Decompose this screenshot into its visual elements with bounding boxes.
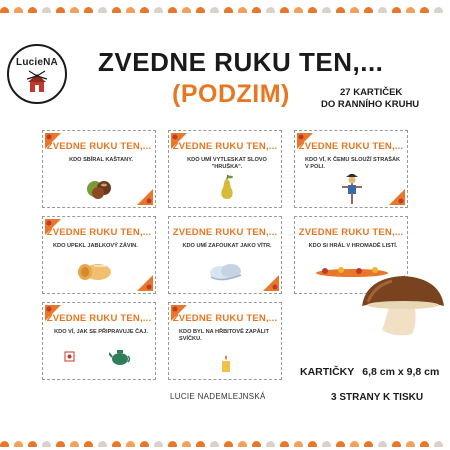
preview-card-chestnuts [42, 130, 156, 208]
border-dot [210, 441, 219, 447]
border-dot [364, 441, 373, 447]
card-title: ZVEDNE RUKU TEN,... [172, 313, 278, 324]
border-dot [126, 7, 135, 13]
card-question: KDO SBÍRAL KAŠTANY. [69, 157, 133, 163]
border-dot [14, 7, 23, 13]
card-title: ZVEDNE RUKU TEN,... [46, 227, 152, 238]
border-dot [224, 7, 233, 13]
card-size-label [300, 366, 439, 378]
border-dot [140, 441, 149, 447]
preview-card-tea [42, 302, 156, 380]
border-dot [336, 441, 345, 447]
bottom-dot-border [0, 437, 450, 447]
border-dot [98, 7, 107, 13]
border-dot [378, 441, 387, 447]
border-dot [56, 441, 65, 447]
card-question: KDO VÍ, JAK SE PŘIPRAVUJE ČAJ. [54, 329, 148, 335]
border-dot [98, 441, 107, 447]
strudel-icon [76, 261, 112, 281]
border-dot [266, 441, 275, 447]
border-dot [182, 441, 191, 447]
border-dot [434, 441, 443, 447]
border-dot [378, 7, 387, 13]
mushroom-icon [360, 272, 446, 338]
card-question: KDO UMÍ VYTLESKAT SLOVO "HRUŠKA". [187, 157, 267, 170]
border-dot [280, 7, 289, 13]
border-dot [28, 441, 37, 447]
border-dot [0, 441, 9, 447]
border-dot [308, 441, 317, 447]
border-dot [322, 7, 331, 13]
border-dot [126, 441, 135, 447]
border-dot [196, 441, 205, 447]
border-dot [168, 441, 177, 447]
border-dot [434, 7, 443, 13]
border-dot [336, 7, 345, 13]
border-dot [182, 7, 191, 13]
border-dot [224, 441, 233, 447]
border-dot [294, 441, 303, 447]
border-dot [154, 7, 163, 13]
border-dot [350, 441, 359, 447]
border-dot [406, 7, 415, 13]
card-question: KDO VÍ, K ČEMU SLOUŽÍ STRAŠÁK V POLI. [305, 157, 401, 170]
preview-card-scarecrow [294, 130, 408, 208]
size-value: 6,8 cm x 9,8 cm [362, 366, 440, 378]
border-dot [112, 441, 121, 447]
border-dot [350, 7, 359, 13]
card-title: ZVEDNE RUKU TEN,... [46, 141, 152, 152]
border-dot [392, 441, 401, 447]
border-dot [56, 7, 65, 13]
candle-icon [220, 355, 232, 373]
card-title: ZVEDNE RUKU TEN,... [172, 141, 278, 152]
logo [7, 44, 67, 104]
preview-card-candle [168, 302, 282, 380]
top-dot-border [0, 3, 450, 13]
wind-cloud-icon [207, 261, 245, 283]
card-question: KDO BYL NA HŘBITOVĚ ZAPÁLIT SVÍČKU. [179, 329, 270, 342]
card-title: ZVEDNE RUKU TEN,... [172, 227, 278, 238]
border-dot [0, 7, 9, 13]
border-dot [238, 7, 247, 13]
border-dot [364, 7, 373, 13]
card-title: ZVEDNE RUKU TEN,... [298, 141, 404, 152]
border-dot [322, 441, 331, 447]
preview-card-pear [168, 130, 282, 208]
border-dot [252, 7, 261, 13]
page-title: ZVEDNE RUKU TEN,... [98, 47, 384, 77]
border-dot [168, 7, 177, 13]
card-purpose: DO RANNÍHO KRUHU [321, 99, 420, 110]
pear-icon [219, 175, 235, 201]
border-dot [406, 441, 415, 447]
border-dot [28, 7, 37, 13]
border-dot [252, 441, 261, 447]
border-dot [238, 441, 247, 447]
scarecrow-icon [341, 174, 363, 204]
border-dot [140, 7, 149, 13]
border-dot [280, 441, 289, 447]
border-dot [420, 441, 429, 447]
card-title: ZVEDNE RUKU TEN,... [298, 227, 404, 238]
border-dot [42, 441, 51, 447]
border-dot [308, 7, 317, 13]
page-subtitle: (PODZIM) [172, 80, 290, 108]
author-name: LUCIE NADEMLEJNSKÁ [170, 392, 266, 401]
border-dot [266, 7, 275, 13]
autumn-leaves-corner-icon [389, 189, 405, 205]
border-dot [196, 7, 205, 13]
border-dot [112, 7, 121, 13]
preview-card-strudel [42, 216, 156, 294]
card-count: 27 KARTIČEK [340, 87, 403, 98]
chestnuts-icon [86, 174, 114, 200]
size-label-text: KARTIČKY [300, 366, 355, 378]
logo-text: LucieNA [16, 57, 58, 68]
border-dot [84, 441, 93, 447]
teapot-icon [109, 345, 131, 367]
border-dot [70, 7, 79, 13]
autumn-leaves-corner-icon [263, 275, 279, 291]
card-title: ZVEDNE RUKU TEN,... [46, 313, 152, 324]
border-dot [84, 7, 93, 13]
autumn-leaves-corner-icon [137, 275, 153, 291]
border-dot [392, 7, 401, 13]
windmill-house-icon [24, 70, 50, 94]
border-dot [42, 7, 51, 13]
border-dot [420, 7, 429, 13]
card-question: KDO UPEKL JABLKOVÝ ZÁVIN. [53, 243, 138, 249]
border-dot [210, 7, 219, 13]
card-question: KDO SI HRÁL V HROMADĚ LISTÍ. [308, 243, 398, 249]
preview-card-wind [168, 216, 282, 294]
autumn-leaves-corner-icon [137, 189, 153, 205]
border-dot [294, 7, 303, 13]
print-pages-label: 3 STRANY K TISKU [331, 392, 424, 403]
border-dot [14, 441, 23, 447]
card-question: KDO UMÍ ZAFOUKAT JAKO VÍTR. [182, 243, 272, 249]
tea-cup-icon [63, 349, 77, 363]
border-dot [154, 441, 163, 447]
border-dot [70, 441, 79, 447]
